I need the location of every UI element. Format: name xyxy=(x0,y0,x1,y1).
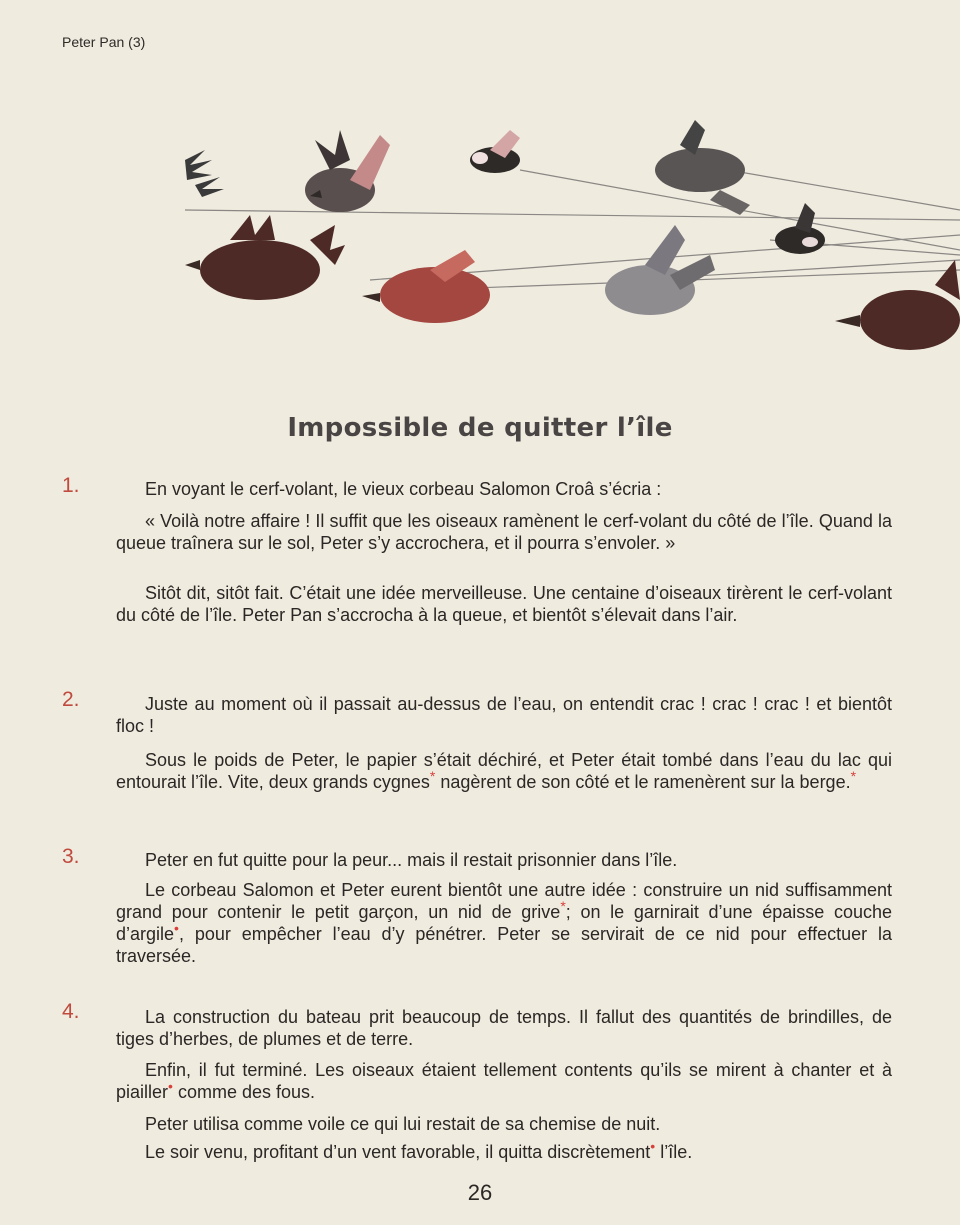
asterisk-mark: * xyxy=(429,768,436,784)
paragraph xyxy=(116,879,892,967)
paragraph-text: l’île. xyxy=(660,1142,693,1162)
section-number-3: 3. xyxy=(62,845,80,868)
paragraph xyxy=(116,510,892,554)
paragraph-text: En voyant le cerf-volant, le vieux corbeau Salomon Croâ s’écria : xyxy=(145,479,662,499)
paragraph-text: Peter en fut quitte pour la peur... mais il restait prisonnier dans l’île. xyxy=(145,850,678,870)
dot-mark: • xyxy=(174,920,179,936)
birds-illustration xyxy=(170,110,960,410)
paragraph-text: Le soir venu, profitant d’un vent favorable, il quitta discrètement xyxy=(145,1142,651,1162)
section-number-4: 4. xyxy=(62,1000,80,1023)
paragraph-text: « Voilà notre affaire ! Il suffit que les oiseaux ramènent le cerf-volant du côté de l’île. Quand la queue traînera sur le sol, Peter s’y accrochera, et il pourra s’envoler. » xyxy=(116,511,892,553)
asterisk-mark: * xyxy=(850,768,857,784)
section-number-2: 2. xyxy=(62,688,80,711)
dot-mark: • xyxy=(168,1078,173,1094)
paragraph-text: Sous le poids de Peter, le papier s’était déchiré, et Peter était tombé dans l’eau du lac qui entourait l’île. Vite, deux grands cygnes xyxy=(116,750,892,792)
paragraph-text: comme des fous. xyxy=(177,1082,316,1102)
running-header: Peter Pan (3) xyxy=(62,34,146,50)
paragraph xyxy=(116,582,892,626)
paragraph-text: , pour empêcher l’eau d’y pénétrer. Peter se servirait de ce nid pour effectuer la traversée. xyxy=(116,924,892,966)
paragraph-text: La construction du bateau prit beaucoup de temps. Il fallut des quantités de brindilles, de tiges d’herbes, de plumes et de terre. xyxy=(116,1007,892,1049)
paragraph-text: Juste au moment où il passait au-dessus de l’eau, on entendit crac ! crac ! crac ! et bientôt floc ! xyxy=(116,694,892,736)
asterisk-mark: * xyxy=(560,898,566,914)
paragraph-text: nagèrent de son côté et le ramenèrent sur la berge. xyxy=(440,772,851,792)
paragraph-text: Enfin, il fut terminé. Les oiseaux étaient tellement contents qu’ils se mirent à chanter et à piailler xyxy=(116,1060,892,1102)
paragraph-text: Peter utilisa comme voile ce qui lui restait de sa chemise de nuit. xyxy=(145,1114,661,1134)
paragraph-text: Sitôt dit, sitôt fait. C’était une idée merveilleuse. Une centaine d’oiseaux tirèrent le cerf-volant du côté de l’île. Peter Pan s’accrocha à la queue, et bientôt s’élevait dans l’air. xyxy=(116,583,892,625)
chapter-title: Impossible de quitter l’île xyxy=(287,413,673,443)
paragraph xyxy=(116,1006,892,1050)
section-number-1: 1. xyxy=(62,474,80,497)
page-number: 26 xyxy=(467,1180,493,1205)
paragraph xyxy=(116,1059,892,1103)
paragraph xyxy=(116,749,892,793)
paragraph xyxy=(116,849,892,871)
paragraph xyxy=(116,478,892,500)
paragraph xyxy=(116,693,892,737)
paragraph-text: ; on le garnirait d’une épaisse couche d’argile xyxy=(116,902,892,944)
paragraph xyxy=(116,1138,892,1163)
dot-mark: • xyxy=(650,1138,656,1154)
paragraph xyxy=(116,1113,892,1135)
paragraph-text: Le corbeau Salomon et Peter eurent bientôt une autre idée : construire un nid suffisamment grand pour contenir le petit garçon, un nid de grive xyxy=(116,880,892,922)
